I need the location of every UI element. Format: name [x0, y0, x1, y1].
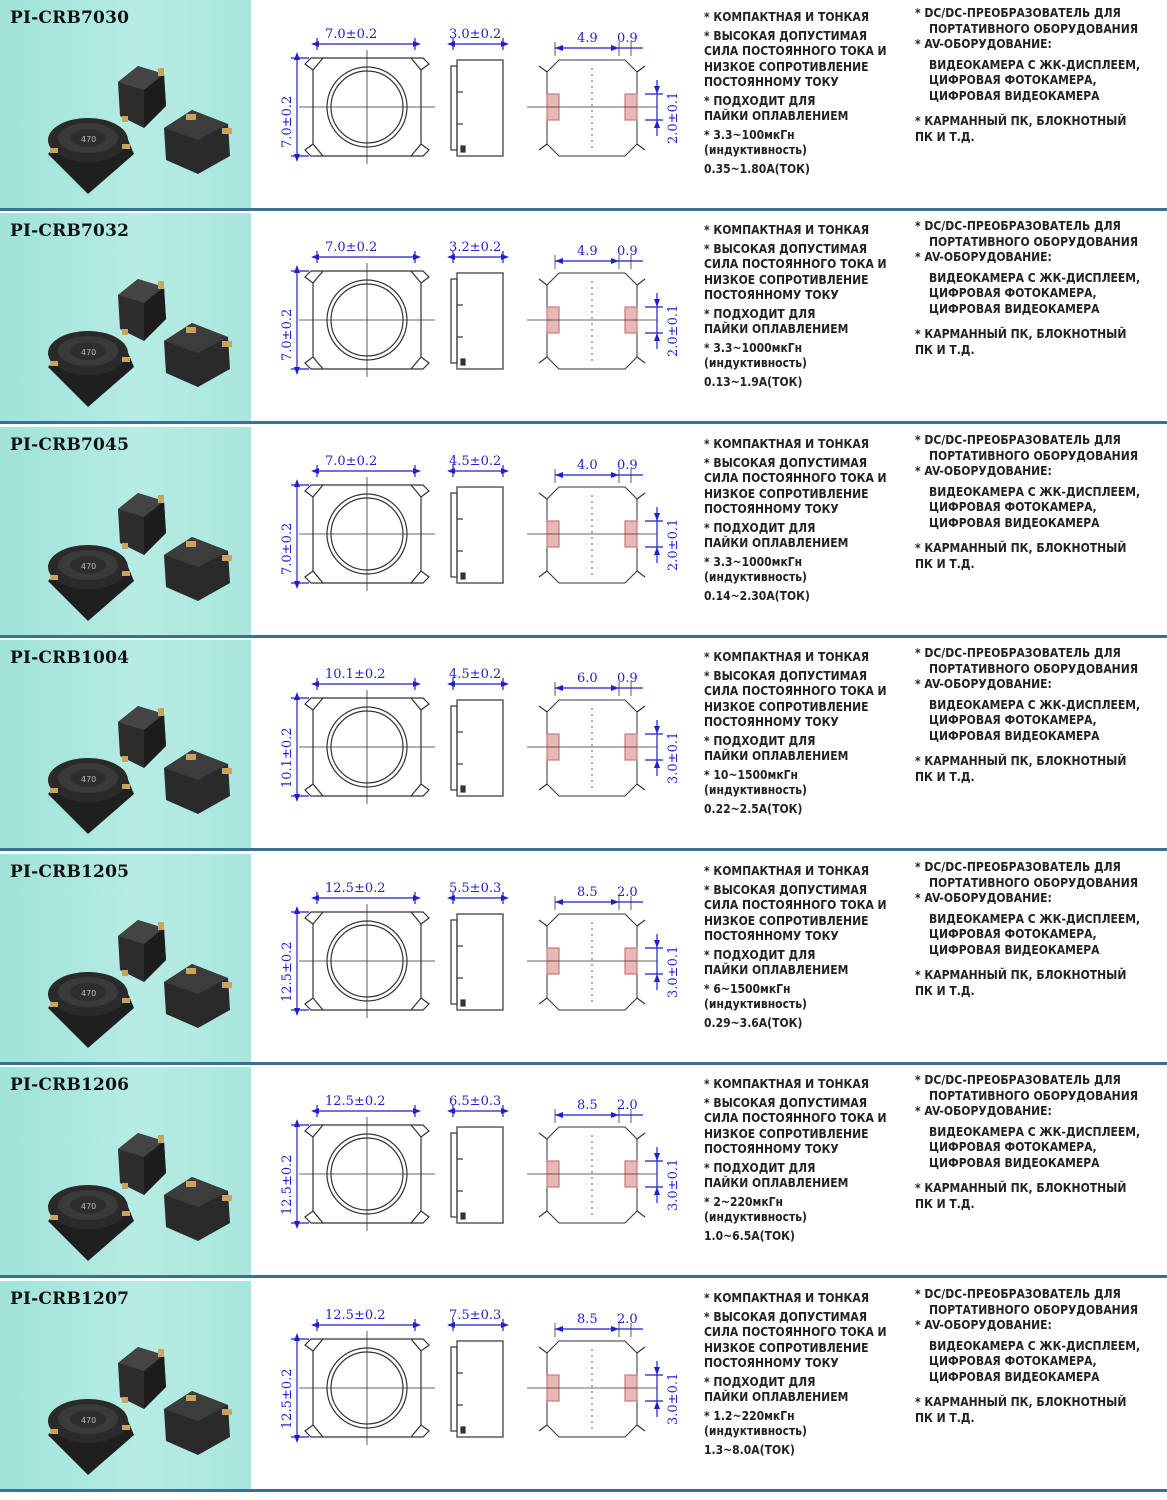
svg-text:470: 470 [81, 775, 97, 784]
current-range: 0.35~1.80A(ТОК) [704, 161, 810, 176]
app-av-4: ЦИФРОВАЯ ВИДЕОКАМЕРА [929, 515, 1100, 530]
feature-current-3: НИЗКОЕ СОПРОТИВЛЕНИЕ [704, 1340, 869, 1355]
inductor-photo [26, 44, 246, 194]
dim-side: 12.5±0.2 [280, 1154, 295, 1215]
dim-pad-gap: 4.0 [577, 458, 598, 473]
feature-current: * ВЫСОКАЯ ДОПУСТИМАЯ [704, 1095, 868, 1110]
applications-list [915, 6, 1165, 145]
top-view [291, 251, 435, 377]
inductance-label: (индуктивность) [704, 997, 807, 1011]
pad-layout [527, 1109, 663, 1223]
app-av-3: ЦИФРОВАЯ ФОТОКАМЕРА, [929, 713, 1097, 727]
dim-pad-width: 0.9 [617, 458, 638, 473]
dim-pad-height: 3.0±0.1 [666, 1158, 681, 1211]
feature-current: * ВЫСОКАЯ ДОПУСТИМАЯ [704, 28, 868, 43]
app-av-2: ВИДЕОКАМЕРА С ЖК-ДИСПЛЕЕМ, [929, 1124, 1141, 1139]
app-av-4: ЦИФРОВАЯ ВИДЕОКАМЕРА [929, 301, 1100, 316]
inductor-photo [26, 1325, 246, 1475]
feature-current-2: СИЛА ПОСТОЯННОГО ТОКА И [704, 257, 887, 271]
app-av-4: ЦИФРОВАЯ ВИДЕОКАМЕРА [929, 942, 1100, 957]
dimension-drawing [265, 648, 705, 838]
model-name: PI-CRB7032 [10, 221, 130, 241]
product-row [0, 854, 1167, 1065]
side-view [447, 251, 509, 369]
inductor-round [48, 118, 134, 194]
dim-width: 12.5±0.2 [325, 1094, 386, 1109]
inductor-photo [26, 1111, 246, 1261]
inductor-round [48, 1185, 134, 1261]
inductor-upright [118, 920, 166, 982]
app-pc-2: ПК И Т.Д. [915, 556, 975, 571]
feature-compact: * КОМПАКТНАЯ И ТОНКАЯ [704, 1291, 870, 1305]
svg-text:470: 470 [81, 348, 97, 357]
inductance-label: (индуктивность) [704, 1424, 807, 1438]
feature-current-4: ПОСТОЯННОМУ ТОКУ [704, 1142, 839, 1156]
feature-current-3: НИЗКОЕ СОПРОТИВЛЕНИЕ [704, 699, 869, 714]
model-name: PI-CRB1207 [10, 1289, 130, 1309]
dim-width: 7.0±0.2 [325, 454, 378, 469]
product-panel [0, 854, 251, 1062]
dim-pad-gap: 8.5 [577, 1098, 598, 1113]
feature-reflow-2: ПАЙКИ ОПЛАВЛЕНИЕМ [704, 749, 849, 763]
inductor-flat [164, 110, 232, 174]
pad-layout [527, 1323, 663, 1437]
app-av-3: ЦИФРОВАЯ ФОТОКАМЕРА, [929, 927, 1097, 941]
feature-current: * ВЫСОКАЯ ДОПУСТИМАЯ [704, 668, 868, 683]
inductance-range: * 3.3~1000мкГн [704, 554, 803, 569]
app-dcdc: * DC/DC-ПРЕОБРАЗОВАТЕЛЬ ДЛЯ [915, 433, 1121, 447]
dim-height: 6.5±0.3 [449, 1094, 502, 1109]
features-list [704, 864, 914, 1031]
spec-panel [251, 0, 1167, 208]
inductor-flat [164, 537, 232, 601]
feature-current-2: СИЛА ПОСТОЯННОГО ТОКА И [704, 898, 887, 912]
inductor-round [48, 758, 134, 834]
app-av: * AV-ОБОРУДОВАНИЕ: [915, 37, 1052, 51]
feature-reflow: * ПОДХОДИТ ДЛЯ [704, 1160, 816, 1175]
product-row [0, 0, 1167, 211]
inductor-photo [26, 257, 246, 407]
app-av: * AV-ОБОРУДОВАНИЕ: [915, 1104, 1052, 1118]
app-dcdc: * DC/DC-ПРЕОБРАЗОВАТЕЛЬ ДЛЯ [915, 1073, 1121, 1087]
app-pc-2: ПК И Т.Д. [915, 983, 975, 998]
feature-current-3: НИЗКОЕ СОПРОТИВЛЕНИЕ [704, 272, 869, 287]
app-av-3: ЦИФРОВАЯ ФОТОКАМЕРА, [929, 1354, 1097, 1368]
inductor-flat [164, 1177, 232, 1241]
feature-reflow-2: ПАЙКИ ОПЛАВЛЕНИЕМ [704, 1176, 849, 1190]
feature-reflow: * ПОДХОДИТ ДЛЯ [704, 1374, 816, 1389]
feature-current-4: ПОСТОЯННОМУ ТОКУ [704, 502, 839, 516]
model-name: PI-CRB1206 [10, 1075, 130, 1095]
dim-width: 10.1±0.2 [325, 667, 386, 682]
features-list [704, 1291, 914, 1458]
dim-pad-height: 2.0±0.1 [666, 91, 681, 144]
top-view [291, 1105, 435, 1231]
app-pc: * КАРМАННЫЙ ПК, БЛОКНОТНЫЙ [915, 327, 1127, 341]
svg-text:470: 470 [81, 562, 97, 571]
dim-height: 5.5±0.3 [449, 881, 502, 896]
dim-height: 7.5±0.3 [449, 1308, 502, 1323]
svg-text:470: 470 [81, 135, 97, 144]
app-av-2: ВИДЕОКАМЕРА С ЖК-ДИСПЛЕЕМ, [929, 484, 1141, 499]
dim-pad-gap: 8.5 [577, 885, 598, 900]
inductor-photo [26, 471, 246, 621]
applications-list [915, 1073, 1165, 1212]
app-pc: * КАРМАННЫЙ ПК, БЛОКНОТНЫЙ [915, 114, 1127, 128]
product-row [0, 640, 1167, 851]
inductance-range: * 3.3~1000мкГн [704, 340, 803, 355]
app-dcdc-2: ПОРТАТИВНОГО ОБОРУДОВАНИЯ [929, 21, 1139, 36]
top-view [291, 38, 435, 164]
app-av: * AV-ОБОРУДОВАНИЕ: [915, 464, 1052, 478]
app-av-3: ЦИФРОВАЯ ФОТОКАМЕРА, [929, 1140, 1097, 1154]
side-view [447, 678, 509, 796]
dim-side: 12.5±0.2 [280, 941, 295, 1002]
feature-current-2: СИЛА ПОСТОЯННОГО ТОКА И [704, 1111, 887, 1125]
dim-width: 12.5±0.2 [325, 881, 386, 896]
dim-pad-width: 2.0 [617, 1098, 638, 1113]
inductor-upright [118, 279, 166, 341]
inductor-round [48, 972, 134, 1048]
feature-current-4: ПОСТОЯННОМУ ТОКУ [704, 75, 839, 89]
dim-height: 3.0±0.2 [449, 27, 502, 42]
feature-current-2: СИЛА ПОСТОЯННОГО ТОКА И [704, 44, 887, 58]
feature-reflow-2: ПАЙКИ ОПЛАВЛЕНИЕМ [704, 1390, 849, 1404]
applications-list [915, 646, 1165, 785]
product-panel [0, 427, 251, 635]
features-list [704, 650, 914, 817]
app-av-2: ВИДЕОКАМЕРА С ЖК-ДИСПЛЕЕМ, [929, 911, 1141, 926]
current-range: 0.13~1.9A(ТОК) [704, 374, 803, 389]
top-view [291, 1319, 435, 1445]
dim-pad-height: 3.0±0.1 [666, 731, 681, 784]
inductor-photo [26, 684, 246, 834]
spec-panel [251, 213, 1167, 421]
product-panel [0, 1281, 251, 1489]
features-list [704, 223, 914, 390]
inductor-round [48, 331, 134, 407]
feature-current-2: СИЛА ПОСТОЯННОГО ТОКА И [704, 684, 887, 698]
dimension-drawing [265, 862, 705, 1052]
inductor-upright [118, 1133, 166, 1195]
top-view [291, 892, 435, 1018]
app-dcdc-2: ПОРТАТИВНОГО ОБОРУДОВАНИЯ [929, 661, 1139, 676]
current-range: 0.14~2.30A(ТОК) [704, 588, 810, 603]
dim-pad-height: 2.0±0.1 [666, 304, 681, 357]
dimension-drawing [265, 1289, 705, 1479]
inductance-range: * 10~1500мкГн [704, 767, 799, 782]
feature-current-4: ПОСТОЯННОМУ ТОКУ [704, 715, 839, 729]
inductance-range: * 2~220мкГн [704, 1194, 783, 1209]
feature-reflow: * ПОДХОДИТ ДЛЯ [704, 733, 816, 748]
side-view [447, 1105, 509, 1223]
app-dcdc: * DC/DC-ПРЕОБРАЗОВАТЕЛЬ ДЛЯ [915, 6, 1121, 20]
inductance-label: (индуктивность) [704, 783, 807, 797]
side-view [447, 38, 509, 156]
dim-pad-width: 0.9 [617, 671, 638, 686]
app-av-4: ЦИФРОВАЯ ВИДЕОКАМЕРА [929, 1369, 1100, 1384]
spec-panel [251, 854, 1167, 1062]
product-row [0, 427, 1167, 638]
spec-panel [251, 640, 1167, 848]
app-pc: * КАРМАННЫЙ ПК, БЛОКНОТНЫЙ [915, 1181, 1127, 1195]
dim-pad-width: 2.0 [617, 1312, 638, 1327]
app-av-3: ЦИФРОВАЯ ФОТОКАМЕРА, [929, 73, 1097, 87]
features-list [704, 437, 914, 604]
app-av-3: ЦИФРОВАЯ ФОТОКАМЕРА, [929, 500, 1097, 514]
app-av-4: ЦИФРОВАЯ ВИДЕОКАМЕРА [929, 88, 1100, 103]
app-pc-2: ПК И Т.Д. [915, 342, 975, 357]
app-pc-2: ПК И Т.Д. [915, 129, 975, 144]
dim-height: 4.5±0.2 [449, 667, 502, 682]
feature-reflow: * ПОДХОДИТ ДЛЯ [704, 306, 816, 321]
svg-text:470: 470 [81, 1202, 97, 1211]
current-range: 0.22~2.5A(ТОК) [704, 801, 803, 816]
dim-pad-height: 2.0±0.1 [666, 518, 681, 571]
dim-pad-width: 2.0 [617, 885, 638, 900]
pad-layout [527, 469, 663, 583]
dim-side: 7.0±0.2 [280, 308, 295, 361]
dim-pad-width: 0.9 [617, 244, 638, 259]
app-pc: * КАРМАННЫЙ ПК, БЛОКНОТНЫЙ [915, 1395, 1127, 1409]
app-av: * AV-ОБОРУДОВАНИЕ: [915, 891, 1052, 905]
feature-current-3: НИЗКОЕ СОПРОТИВЛЕНИЕ [704, 1126, 869, 1141]
dim-width: 12.5±0.2 [325, 1308, 386, 1323]
feature-current: * ВЫСОКАЯ ДОПУСТИМАЯ [704, 241, 868, 256]
app-pc-2: ПК И Т.Д. [915, 1410, 975, 1425]
product-row [0, 1281, 1167, 1492]
inductor-upright [118, 493, 166, 555]
inductor-flat [164, 750, 232, 814]
top-view [291, 465, 435, 591]
applications-list [915, 1287, 1165, 1426]
app-av-2: ВИДЕОКАМЕРА С ЖК-ДИСПЛЕЕМ, [929, 697, 1141, 712]
svg-text:470: 470 [81, 1416, 97, 1425]
features-list [704, 1077, 914, 1244]
inductor-flat [164, 964, 232, 1028]
dimension-drawing [265, 1075, 705, 1265]
dim-pad-gap: 8.5 [577, 1312, 598, 1327]
app-av: * AV-ОБОРУДОВАНИЕ: [915, 1318, 1052, 1332]
dim-side: 7.0±0.2 [280, 522, 295, 575]
app-pc: * КАРМАННЫЙ ПК, БЛОКНОТНЫЙ [915, 968, 1127, 982]
product-panel [0, 213, 251, 421]
feature-current-4: ПОСТОЯННОМУ ТОКУ [704, 929, 839, 943]
feature-reflow: * ПОДХОДИТ ДЛЯ [704, 93, 816, 108]
pad-layout [527, 255, 663, 369]
product-row [0, 213, 1167, 424]
inductance-range: * 6~1500мкГн [704, 981, 791, 996]
features-list [704, 10, 914, 177]
inductor-upright [118, 66, 166, 128]
app-dcdc: * DC/DC-ПРЕОБРАЗОВАТЕЛЬ ДЛЯ [915, 1287, 1121, 1301]
applications-list [915, 860, 1165, 999]
inductance-label: (индуктивность) [704, 570, 807, 584]
dim-pad-height: 3.0±0.1 [666, 1372, 681, 1425]
app-pc-2: ПК И Т.Д. [915, 769, 975, 784]
app-dcdc: * DC/DC-ПРЕОБРАЗОВАТЕЛЬ ДЛЯ [915, 646, 1121, 660]
app-pc-2: ПК И Т.Д. [915, 1196, 975, 1211]
dimension-drawing [265, 435, 705, 625]
app-av-2: ВИДЕОКАМЕРА С ЖК-ДИСПЛЕЕМ, [929, 1338, 1141, 1353]
inductor-upright [118, 1347, 166, 1409]
dim-side: 10.1±0.2 [280, 727, 295, 788]
model-name: PI-CRB7030 [10, 8, 130, 28]
app-av-2: ВИДЕОКАМЕРА С ЖК-ДИСПЛЕЕМ, [929, 57, 1141, 72]
app-av: * AV-ОБОРУДОВАНИЕ: [915, 677, 1052, 691]
inductor-round [48, 1399, 134, 1475]
feature-current: * ВЫСОКАЯ ДОПУСТИМАЯ [704, 1309, 868, 1324]
dim-pad-width: 0.9 [617, 31, 638, 46]
feature-current-3: НИЗКОЕ СОПРОТИВЛЕНИЕ [704, 486, 869, 501]
inductor-flat [164, 1391, 232, 1455]
feature-current-4: ПОСТОЯННОМУ ТОКУ [704, 288, 839, 302]
app-av-3: ЦИФРОВАЯ ФОТОКАМЕРА, [929, 286, 1097, 300]
feature-reflow: * ПОДХОДИТ ДЛЯ [704, 947, 816, 962]
side-view [447, 1319, 509, 1437]
app-av-4: ЦИФРОВАЯ ВИДЕОКАМЕРА [929, 728, 1100, 743]
dim-side: 7.0±0.2 [280, 95, 295, 148]
inductance-label: (индуктивность) [704, 1210, 807, 1224]
current-range: 0.29~3.6A(ТОК) [704, 1015, 803, 1030]
inductance-range: * 1.2~220мкГн [704, 1408, 795, 1423]
product-panel [0, 1067, 251, 1275]
app-av-2: ВИДЕОКАМЕРА С ЖК-ДИСПЛЕЕМ, [929, 270, 1141, 285]
feature-reflow: * ПОДХОДИТ ДЛЯ [704, 520, 816, 535]
model-name: PI-CRB1205 [10, 862, 130, 882]
dim-side: 12.5±0.2 [280, 1368, 295, 1429]
feature-current-2: СИЛА ПОСТОЯННОГО ТОКА И [704, 471, 887, 485]
pad-layout [527, 682, 663, 796]
feature-reflow-2: ПАЙКИ ОПЛАВЛЕНИЕМ [704, 322, 849, 336]
app-av: * AV-ОБОРУДОВАНИЕ: [915, 250, 1052, 264]
dim-height: 3.2±0.2 [449, 240, 502, 255]
feature-current: * ВЫСОКАЯ ДОПУСТИМАЯ [704, 882, 868, 897]
model-name: PI-CRB7045 [10, 435, 130, 455]
inductance-label: (индуктивность) [704, 143, 807, 157]
product-panel [0, 640, 251, 848]
applications-list [915, 433, 1165, 572]
feature-compact: * КОМПАКТНАЯ И ТОНКАЯ [704, 650, 870, 664]
feature-compact: * КОМПАКТНАЯ И ТОНКАЯ [704, 437, 870, 451]
top-view [291, 678, 435, 804]
current-range: 1.3~8.0A(ТОК) [704, 1442, 795, 1457]
app-dcdc: * DC/DC-ПРЕОБРАЗОВАТЕЛЬ ДЛЯ [915, 860, 1121, 874]
feature-reflow-2: ПАЙКИ ОПЛАВЛЕНИЕМ [704, 963, 849, 977]
feature-compact: * КОМПАКТНАЯ И ТОНКАЯ [704, 1077, 870, 1091]
feature-compact: * КОМПАКТНАЯ И ТОНКАЯ [704, 864, 870, 878]
app-dcdc-2: ПОРТАТИВНОГО ОБОРУДОВАНИЯ [929, 448, 1139, 463]
feature-current-2: СИЛА ПОСТОЯННОГО ТОКА И [704, 1325, 887, 1339]
spec-panel [251, 1281, 1167, 1489]
dim-pad-gap: 4.9 [577, 244, 598, 259]
pad-layout [527, 42, 663, 156]
dim-pad-height: 3.0±0.1 [666, 945, 681, 998]
app-pc: * КАРМАННЫЙ ПК, БЛОКНОТНЫЙ [915, 541, 1127, 555]
side-view [447, 465, 509, 583]
spec-panel [251, 427, 1167, 635]
app-dcdc: * DC/DC-ПРЕОБРАЗОВАТЕЛЬ ДЛЯ [915, 219, 1121, 233]
app-dcdc-2: ПОРТАТИВНОГО ОБОРУДОВАНИЯ [929, 234, 1139, 249]
svg-text:470: 470 [81, 989, 97, 998]
dim-height: 4.5±0.2 [449, 454, 502, 469]
feature-reflow-2: ПАЙКИ ОПЛАВЛЕНИЕМ [704, 536, 849, 550]
app-dcdc-2: ПОРТАТИВНОГО ОБОРУДОВАНИЯ [929, 1088, 1139, 1103]
feature-current-4: ПОСТОЯННОМУ ТОКУ [704, 1356, 839, 1370]
feature-current-3: НИЗКОЕ СОПРОТИВЛЕНИЕ [704, 59, 869, 74]
dim-pad-gap: 4.9 [577, 31, 598, 46]
app-pc: * КАРМАННЫЙ ПК, БЛОКНОТНЫЙ [915, 754, 1127, 768]
inductor-round [48, 545, 134, 621]
pad-layout [527, 896, 663, 1010]
dim-pad-gap: 6.0 [577, 671, 598, 686]
product-panel [0, 0, 251, 208]
dimension-drawing [265, 8, 705, 198]
product-row [0, 1067, 1167, 1278]
applications-list [915, 219, 1165, 358]
side-view [447, 892, 509, 1010]
dim-width: 7.0±0.2 [325, 240, 378, 255]
feature-reflow-2: ПАЙКИ ОПЛАВЛЕНИЕМ [704, 109, 849, 123]
spec-panel [251, 1067, 1167, 1275]
app-dcdc-2: ПОРТАТИВНОГО ОБОРУДОВАНИЯ [929, 1302, 1139, 1317]
inductor-flat [164, 323, 232, 387]
feature-compact: * КОМПАКТНАЯ И ТОНКАЯ [704, 10, 870, 24]
dim-width: 7.0±0.2 [325, 27, 378, 42]
feature-compact: * КОМПАКТНАЯ И ТОНКАЯ [704, 223, 870, 237]
inductance-label: (индуктивность) [704, 356, 807, 370]
app-av-4: ЦИФРОВАЯ ВИДЕОКАМЕРА [929, 1155, 1100, 1170]
inductor-upright [118, 706, 166, 768]
dimension-drawing [265, 221, 705, 411]
feature-current: * ВЫСОКАЯ ДОПУСТИМАЯ [704, 455, 868, 470]
inductor-photo [26, 898, 246, 1048]
inductance-range: * 3.3~100мкГн [704, 127, 795, 142]
feature-current-3: НИЗКОЕ СОПРОТИВЛЕНИЕ [704, 913, 869, 928]
app-dcdc-2: ПОРТАТИВНОГО ОБОРУДОВАНИЯ [929, 875, 1139, 890]
current-range: 1.0~6.5A(ТОК) [704, 1228, 795, 1243]
model-name: PI-CRB1004 [10, 648, 130, 668]
